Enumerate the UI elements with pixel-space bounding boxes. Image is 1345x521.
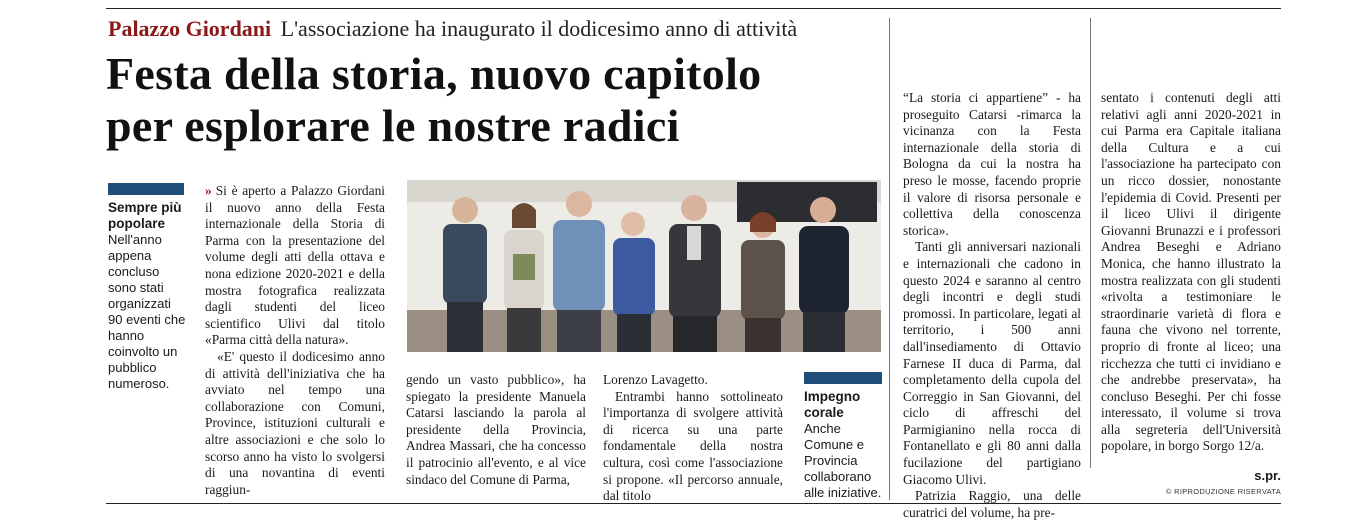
paragraph: Tanti gli anniversari nazionali e internazionali che cadono in questo 2024 e saranno al centro degli incontri e degli studi promossi. In particolare, legati al territorio, i 500 anni dall'insediamento di Ottavio Farnese II duca di Parma, dal completamento della cupola del Correggio in San Giovanni, del ciclo di affreschi del Parmigianino nella rocca di Fontanellato e gli 80 anni dalla fucilazione del partigiano Giacomo Ulivi. — [903, 239, 1081, 487]
headline-line-2: per esplorare le nostre radici — [106, 100, 680, 151]
paragraph: Si è aperto a Palazzo Giordani il nuovo anno della Festa internazionale della Storia di Parma con la presentazione del volume degli atti della ottava e nona edizione 2020-2021 e della mostra fotografica realizzata dagli studenti del liceo scientifico Ulivi dal titolo «Parma città della natura». — [205, 183, 385, 348]
paragraph: Patrizia Raggio, una delle curatrici del volume, ha pre- — [903, 488, 1081, 520]
headline-line-1: Festa della storia, nuovo capitolo — [106, 48, 762, 99]
paragraph: gendo un vasto pubblico», ha spiegato la presidente Manuela Catarsi lasciando la parola al presidente della Provincia, Andrea Massari, che ha concesso il patrocinio all'evento, e al vice sindaco del Comune di Parma, — [406, 372, 586, 487]
sidebox-impegno — [804, 389, 886, 501]
paragraph: “La storia ci appartiene” - ha proseguito Catarsi -rimarca la vicinanza con la Festa internazionale della storia di Bologna da cui la nostra ha preso le mosse, facendo proprie il valore di risorsa personale e collettiva della conoscenza storica». — [903, 90, 1081, 238]
rights-notice: © RIPRODUZIONE RISERVATA — [1165, 487, 1281, 496]
paragraph: sentato i contenuti degli atti relativi agli anni 2020-2021 in cui Parma era Capitale italiana della Cultura e a cui l'associazione ha partecipato con un ricco dossier, nonostante l'epidemia di Covid. Presenti per il liceo Ulivi il dirigente Giovanni Brunazzi e i professori Andrea Beseghi e Adriano Monica, che hanno illustrato la mostra realizzata con gli studenti «rivolta a testimoniare le straordinarie varietà di flora e fauna che vivono nel torrente, proprio di fronte al liceo; una ricchezza che tutti ci invidiano e che andrebbe preservata», ha concluso Beseghi. Per chi fosse interessato, il volume si trova alla segreteria dell'Università popolare, in borgo Sorgo 12/a. — [1101, 90, 1281, 454]
sidebox-text: Nell'anno appena concluso sono stati organizzati 90 eventi che hanno coinvolto un pubblico numeroso. — [108, 232, 186, 391]
article-column-3 — [603, 372, 783, 505]
sidebox-bar — [108, 183, 184, 195]
paragraph: Entrambi hanno sottolineato l'importanza di svolgere attività di ricerca su una parte fondamentale della nostra cultura, così come l'associazione si propone. «Il percorso annuale, dal titolo — [603, 388, 783, 504]
sidebox-title: Sempre più popolare — [108, 200, 182, 231]
author-signature: s.pr. — [1254, 468, 1281, 483]
sidebox-bar — [804, 372, 882, 384]
kicker-place: Palazzo Giordani — [108, 16, 272, 41]
headline — [106, 48, 886, 152]
column-rule — [889, 18, 890, 500]
top-rule — [106, 8, 1281, 9]
sidebox-title: Impegno corale — [804, 389, 861, 420]
sidebox-sempre — [108, 200, 188, 392]
group-photo — [407, 180, 881, 352]
lead-marker-icon: » — [205, 183, 212, 198]
paragraph: Lorenzo Lavagetto. — [603, 372, 708, 387]
article-column-1 — [205, 183, 385, 498]
column-rule — [1090, 18, 1091, 468]
article-column-2 — [406, 372, 586, 488]
kicker — [108, 16, 797, 42]
bottom-rule — [106, 503, 1281, 504]
sidebox-text: Anche Comune e Provincia collaborano alle iniziative. — [804, 421, 882, 500]
group-photo-image — [407, 180, 881, 352]
kicker-subtitle: L'associazione ha inaugurato il dodicesimo anno di attività — [280, 16, 798, 41]
article-column-4 — [903, 90, 1081, 521]
article-column-5 — [1101, 90, 1281, 455]
paragraph: «E' questo il dodicesimo anno di attività dell'iniziativa che ha avviato nel tempo una collaborazione con Comuni, Province, istituzioni culturali e altre associazioni e che solo lo scorso anno ha visto lo svolgersi di una novantina di eventi raggiun- — [205, 348, 385, 497]
